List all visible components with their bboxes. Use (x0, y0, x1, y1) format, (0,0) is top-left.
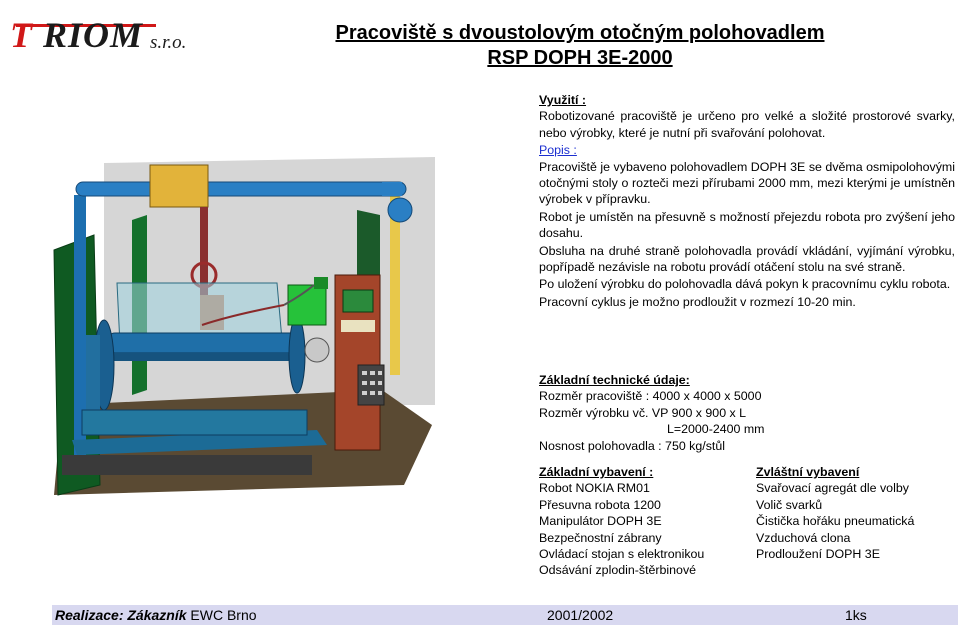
special-item: Čistička hořáku pneumatická (756, 514, 915, 529)
title-line-2: RSP DOPH 3E-2000 (487, 47, 673, 69)
description-heading: Popis : (539, 143, 577, 158)
usage-heading: Využití : (539, 93, 587, 107)
equipment-item: Přesuvna robota 1200 (539, 497, 661, 512)
carriage-box (150, 165, 208, 207)
usage-text: Robotizované pracoviště je určeno pro velké a složité prostorové svarky, nebo výrobky, které je nutní při svařování polohovat. (539, 109, 955, 140)
tech-line: Rozměr pracoviště : 4000 x 4000 x 5000 (539, 389, 762, 404)
rotary-table-right (289, 317, 305, 393)
positioner-beam (107, 333, 302, 353)
title-line-1: Pracoviště s dvoustolovým otočným polohovadlem (335, 22, 825, 44)
tech-line: Rozměr výrobku vč. VP 900 x 900 x L (539, 405, 747, 420)
page-title (290, 21, 870, 71)
gantry-beam (76, 182, 406, 196)
equipment-item: Robot NOKIA RM01 (539, 481, 650, 496)
equipment-heading: Základní vybavení : (539, 465, 654, 479)
tech-line: L=2000-2400 mm (667, 422, 765, 437)
equipment-item: Ovládací stojan s elektronikou (539, 547, 705, 562)
description-paragraph: Robot je umístěn na přesuvně s možností přejezdu robota pro zvýšení jeho dosahu. (539, 209, 955, 241)
footer-bar (52, 605, 958, 625)
special-item: Vzduchová clona (756, 530, 851, 545)
description-paragraph: Pracoviště je vybaveno polohovadlem DOPH 3E se dvěma osmipolohovými otočnými stoly o rozteči mezi přírubami 2000 mm, mezi kterými je umístněn výrobek v přípravku. (539, 159, 955, 207)
basic-equipment (539, 464, 739, 579)
floor-grating (62, 455, 312, 475)
logo-brand-rest: RIOM (43, 15, 144, 55)
description-paragraph: Obsluha na druhé straně polohovadla provádí vkládání, vyjímání výrobku, popřípadě nezávisle na robotu provádí otáčení stolu na své straně. (539, 243, 955, 275)
tech-line: Nosnost polohovadla : 750 kg/stůl (539, 438, 725, 453)
equipment-item: Manipulátor DOPH 3E (539, 514, 662, 529)
footer-years: 2001/2002 (547, 607, 614, 623)
company-logo (10, 15, 210, 60)
special-item: Prodloužení DOPH 3E (756, 547, 880, 562)
workstation-illustration (52, 155, 440, 497)
equipment-item: Bezpečnostní zábrany (539, 530, 662, 545)
logo-suffix: s.r.o. (150, 32, 187, 53)
footer-customer: EWC Brno (186, 607, 257, 623)
technical-data (539, 372, 839, 454)
equipment-item: Odsávání zplodin-štěrbinové (539, 563, 697, 578)
special-item: Volič svarků (756, 497, 823, 512)
tech-heading: Základní technické údaje: (539, 373, 690, 387)
description-block (539, 92, 955, 311)
footer-realization (55, 605, 257, 625)
footer-count: 1ks (845, 607, 867, 623)
description-paragraph: Pracovní cyklus je možno prodloužit v rozmezí 10-20 min. (539, 294, 856, 309)
description-paragraph: Po uložení výrobku do polohovadla dává pokyn k pracovnímu cyklu robota. (539, 277, 951, 292)
logo-brand (10, 14, 143, 56)
special-heading: Zvláštní vybavení (756, 465, 860, 479)
special-equipment (756, 464, 956, 562)
logo-brand-text: T (10, 15, 33, 55)
footer-label: Realizace: Zákazník (55, 607, 187, 623)
special-item: Svařovací agregát dle volby (756, 481, 909, 496)
